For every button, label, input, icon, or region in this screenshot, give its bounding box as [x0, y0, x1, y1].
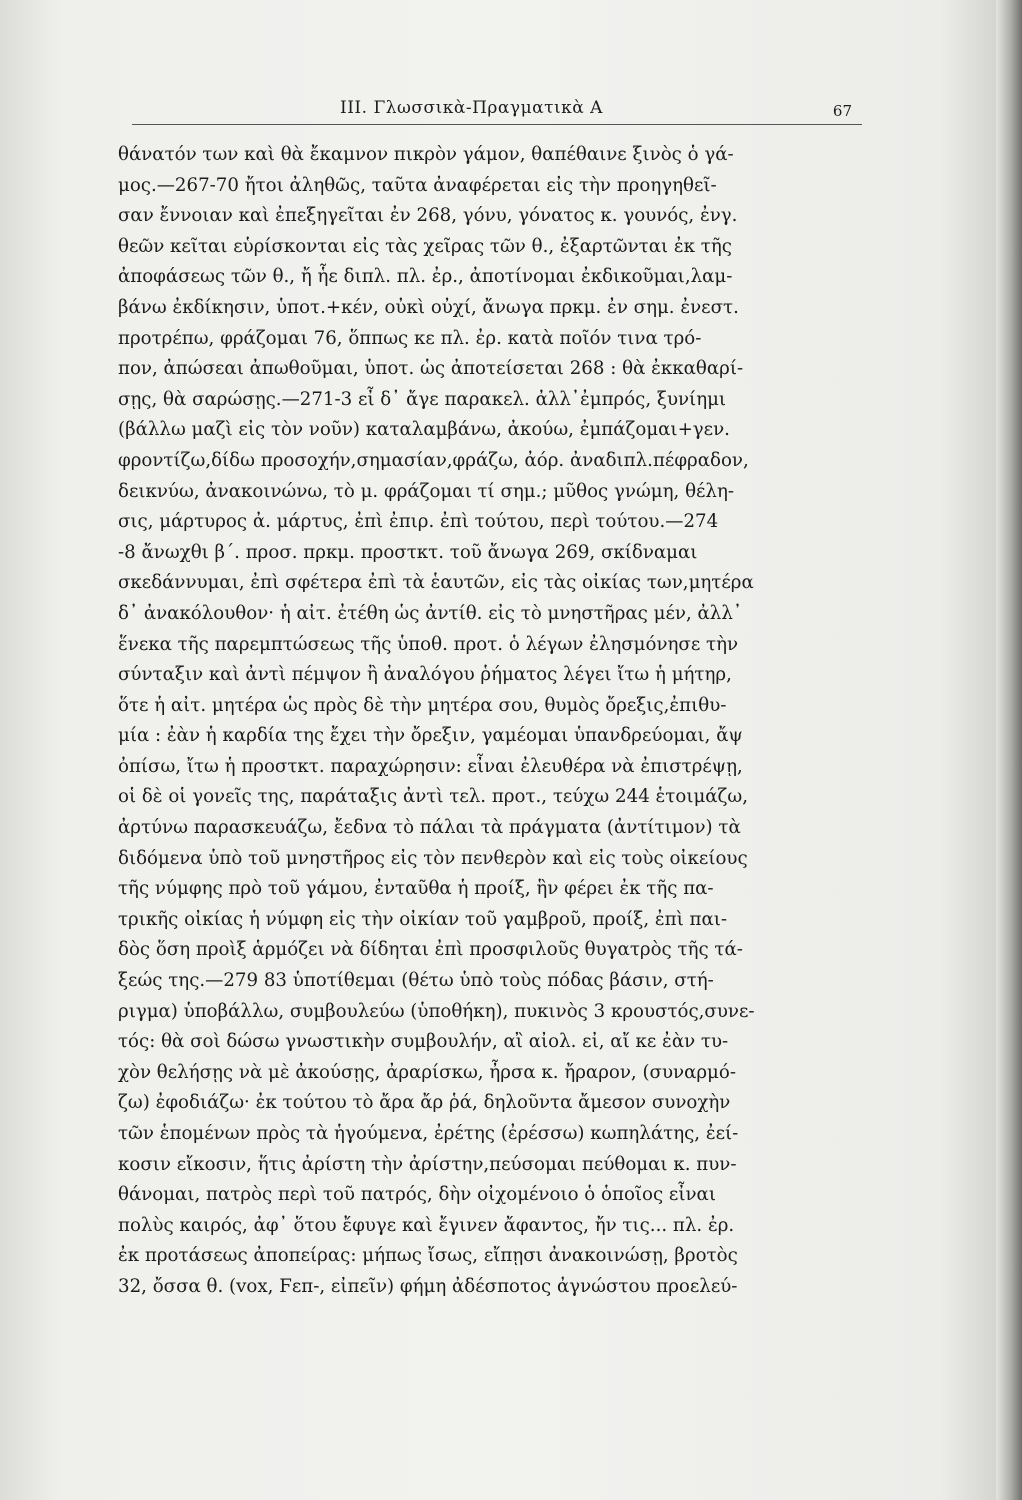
- text-line: θεῶν κεῖται εὑρίσκονται εἰς τὰς χεῖρας τῶν θ., ἐξαρτῶνται ἐκ τῆς: [118, 235, 732, 257]
- text-line: θάνατόν των καὶ θὰ ἔκαμνον πικρὸν γάμον, θαπέθαινε ξινὸς ὁ γά-: [118, 144, 734, 165]
- text-line: θάνομαι, πατρὸς περὶ τοῦ πατρός, δὴν οἰχομένοιο ὁ ὁποῖος εἶναι: [118, 1184, 716, 1206]
- text-line: τῆς νύμφης πρὸ τοῦ γάμου, ἐνταῦθα ἡ προίξ, ἣν φέρει ἐκ τῆς πα-: [118, 878, 714, 900]
- text-line: σῃς, θὰ σαρώσῃς.—271-3 εἶ δ᾽ ἄγε παρακελ. ἀλλ᾽ἐμπρός, ξυνίημι: [118, 388, 727, 410]
- text-line: μία : ἐὰν ἡ καρδία της ἔχει τὴν ὄρεξιν, γαμέομαι ὑπανδρεύομαι, ἄψ: [118, 725, 743, 747]
- text-line: τῶν ἑπομένων πρὸς τὰ ἡγούμενα, ἐρέτης (ἐρέσσω) κωπηλάτης, ἐεί-: [118, 1123, 739, 1144]
- text-line: ἀρτύνω παρασκευάζω, ἔεδνα τὸ πάλαι τὰ πράγματα (ἀντίτιμον) τὰ: [118, 817, 741, 839]
- text-line: (βάλλω μαζὶ εἰς τὸν νοῦν) καταλαμβάνω, ἀκούω, ἐμπάζομαι+γεν.: [118, 419, 730, 441]
- text-line: φροντίζω,δίδω προσοχήν,σημασίαν,φράζω, ἀόρ. ἀναδιπλ.πέφραδον,: [118, 449, 749, 471]
- text-line: ὅτε ἡ αἰτ. μητέρα ὡς πρὸς δὲ τὴν μητέρα σου, θυμὸς ὄρεξις,ἐπιθυ-: [118, 694, 727, 716]
- text-line: ριγμα) ὑποβάλλω, συμβουλεύω (ὑποθήκη), πυκινὸς 3 κρουστός,συνε-: [118, 1000, 755, 1022]
- page-edge-shadow: [996, 0, 1022, 1500]
- text-line: πον, ἀπώσεαι ἀπωθοῦμαι, ὑποτ. ὡς ἀποτείσεται 268 : θὰ ἐκκαθαρί-: [118, 358, 744, 380]
- text-line: χὸν θελήσῃς νὰ μὲ ἀκούσῃς, ἀραρίσκω, ἦρσα κ. ἤραρον, (συναρμό-: [118, 1061, 736, 1083]
- text-line: -8 ἄνωχθι β΄. προσ. πρκμ. προστκτ. τοῦ ἄνωγα 269, σκίδναμαι: [118, 541, 698, 563]
- text-line: προτρέπω, φράζομαι 76, ὅππως κε πλ. ἐρ. κατὰ ποῖόν τινα τρό-: [118, 327, 702, 349]
- text-line: ξεώς της.—279 83 ὑποτίθεμαι (θέτω ὑπὸ τοὺς πόδας βάσιν, στή-: [118, 970, 714, 992]
- text-line: κοσιν εἴκοσιν, ἥτις ἀρίστη τὴν ἀρίστην,πεύσομαι πεύθομαι κ. πυν-: [118, 1153, 737, 1175]
- text-line: βάνω ἐκδίκησιν, ὑποτ.+κέν, οὐκὶ οὐχί, ἄνωγα πρκμ. ἐν σημ. ἐνεστ.: [118, 296, 739, 318]
- text-line: ἐκ προτάσεως ἀποπείρας: μήπως ἴσως, εἴπῃσι ἀνακοινώσῃ, βροτὸς: [118, 1245, 738, 1267]
- text-line: σύνταξιν καὶ ἀντὶ πέμψον ἢ ἀναλόγου ῥήματος λέγει ἴτω ἡ μήτηρ,: [118, 664, 732, 686]
- text-line: τρικῆς οἰκίας ἡ νύμφη εἰς τὴν οἰκίαν τοῦ γαμβροῦ, προίξ, ἐπὶ παι-: [118, 908, 728, 930]
- text-line: σκεδάννυμαι, ἐπὶ σφέτερα ἐπὶ τὰ ἑαυτῶν, εἰς τὰς οἰκίας των,μητέρα: [118, 572, 754, 594]
- text-line: τός: θὰ σοὶ δώσω γνωστικὴν συμβουλήν, αἲ αἰολ. εἰ, αἴ κε ἐὰν τυ-: [118, 1031, 729, 1053]
- text-line: μος.—267-70 ἤτοι ἀληθῶς, ταῦτα ἀναφέρεται εἰς τὴν προηγηθεῖ-: [118, 174, 717, 196]
- text-line: ζω) ἐφοδιάζω· ἐκ τούτου τὸ ἄρα ἄρ ῥά, δηλοῦντα ἄμεσον συνοχὴν: [118, 1092, 731, 1114]
- text-line: ἕνεκα τῆς παρεμπτώσεως τῆς ὑποθ. προτ. ὁ λέγων ἐλησμόνησε τὴν: [118, 633, 739, 655]
- text-line: 32, ὄσσα θ. (vox, Ϝεπ-, εἰπεῖν) φήμη ἀδέσποτος ἀγνώστου προελεύ-: [118, 1275, 738, 1297]
- text-line: οἱ δὲ οἱ γονεῖς της, παράταξις ἀντὶ τελ. προτ., τεύχω 244 ἑτοιμάζω,: [118, 786, 749, 808]
- running-header: [132, 98, 862, 130]
- text-line: δεικνύω, ἀνακοινώνω, τὸ μ. φράζομαι τί σημ.; μῦθος γνώμη, θέλη-: [118, 480, 735, 502]
- text-line: ὀπίσω, ἴτω ἡ προστκτ. παραχώρησιν: εἶναι ἐλευθέρα νὰ ἐπιστρέψῃ,: [118, 755, 743, 777]
- text-line: ἀποφάσεως τῶν θ., ἤ ἧε διπλ. πλ. ἐρ., ἀποτίνομαι ἐκδικοῦμαι,λαμ-: [118, 266, 733, 288]
- header-rule: [132, 124, 862, 125]
- text-line: δ᾽ ἀνακόλουθον· ἡ αἰτ. ἐτέθη ὡς ἀντίθ. εἰς τὸ μνηστῆρας μέν, ἀλλ᾽: [118, 602, 742, 624]
- commentary-text: [118, 140, 863, 1303]
- page-number: 67: [832, 102, 852, 120]
- running-head-title: III. Γλωσσικὰ-Πραγματικὰ Α: [340, 98, 603, 118]
- text-line: πολὺς καιρός, ἀφ᾽ ὅτου ἔφυγε καὶ ἔγινεν ἄφαντος, ἤν τις... πλ. ἐρ.: [118, 1214, 735, 1236]
- text-line: σις, μάρτυρος ἀ. μάρτυς, ἐπὶ ἐπιρ. ἐπὶ τούτου, περὶ τούτου.—274: [118, 511, 719, 533]
- text-line: σαν ἔννοιαν καὶ ἐπεξηγεῖται ἐν 268, γόνυ, γόνατος κ. γουνός, ἐνγ.: [118, 205, 738, 227]
- text-line: δὸς ὅση προὶξ ἁρμόζει νὰ δίδηται ἐπὶ προσφιλοῦς θυγατρὸς τῆς τά-: [118, 939, 743, 961]
- text-line: διδόμενα ὑπὸ τοῦ μνηστῆρος εἰς τὸν πενθερὸν καὶ εἰς τοὺς οἰκείους: [118, 847, 748, 869]
